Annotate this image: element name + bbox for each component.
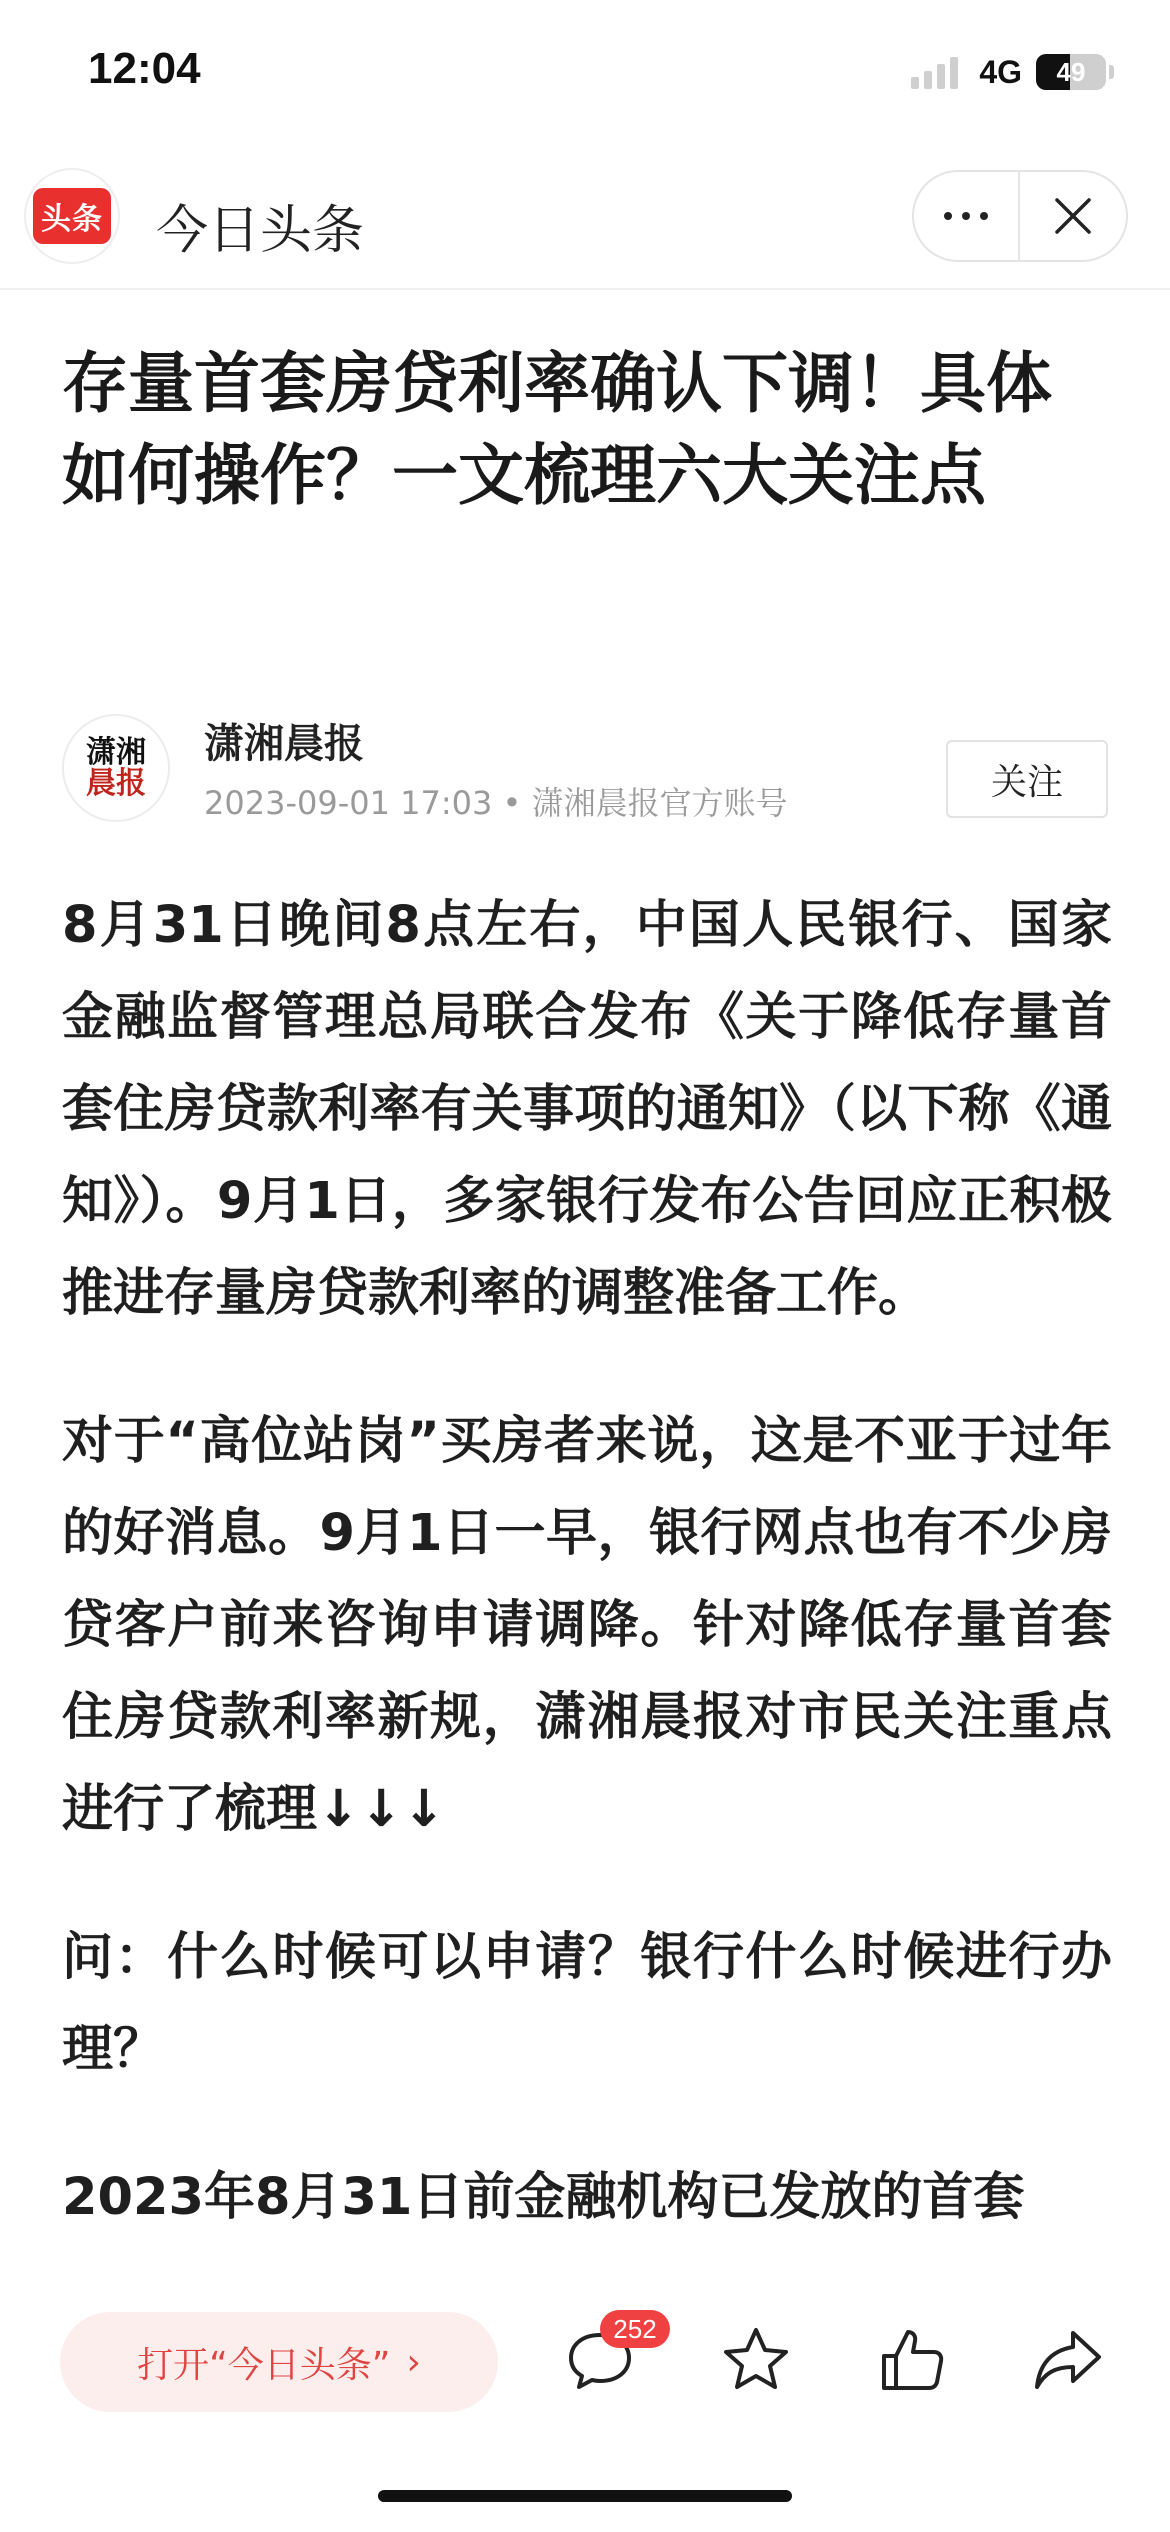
close-icon xyxy=(1053,196,1093,236)
more-dots-icon xyxy=(939,212,993,220)
app-logo[interactable] xyxy=(24,168,120,264)
share-arrow-icon xyxy=(1031,2323,1105,2397)
publish-meta: 2023-09-01 17:03 • 潇湘晨报官方账号 xyxy=(204,784,788,822)
comment-count-badge: 252 xyxy=(600,2310,670,2348)
open-app-label: 打开“今日头条” xyxy=(137,2344,391,2386)
header-actions xyxy=(912,170,1128,262)
share-button[interactable] xyxy=(1028,2320,1108,2400)
status-indicators xyxy=(911,50,1114,94)
app-name: 今日头条 xyxy=(156,201,365,261)
network-type: 4G xyxy=(979,53,1022,90)
avatar-text-top: 潇湘 xyxy=(86,734,146,770)
article-paragraph: 8月31日晚间8点左右，中国人民银行、国家金融监督管理总局联合发布《关于降低存量首套住房贷款利率有关事项的通知》（以下称《通知》）。9月1日，多家银行发布公告回应正积极推进存量房贷款利率的调整准备工作。 xyxy=(62,896,1112,1323)
signal-icon xyxy=(911,55,963,89)
battery-level: 49 xyxy=(1056,56,1086,87)
app-header xyxy=(0,150,1170,290)
close-button[interactable] xyxy=(1020,172,1126,260)
chevron-right-icon: › xyxy=(406,2341,421,2383)
more-button[interactable] xyxy=(914,172,1020,260)
author-row xyxy=(62,708,1108,828)
open-app-button[interactable] xyxy=(60,2312,498,2412)
bottom-action-bar xyxy=(0,2290,1170,2450)
article-paragraph: 对于“高位站岗”买房者来说，这是不亚于过年的好消息。9月1日一早，银行网点也有不少房贷客户前来咨询申请调降。针对降低存量首套住房贷款利率新规，潇湘晨报对市民关注重点进行了梳理↓↓↓ xyxy=(62,1412,1112,1839)
article-paragraph: 2023年8月31日前金融机构已发放的首套 xyxy=(62,2168,1025,2227)
battery-icon xyxy=(1036,54,1106,90)
thumbs-up-icon xyxy=(876,2324,948,2396)
home-indicator[interactable] xyxy=(378,2490,792,2502)
article-paragraph: 问：什么时候可以申请？银行什么时候进行办理？ xyxy=(62,1928,1112,2079)
author-name[interactable]: 潇湘晨报 xyxy=(204,721,364,767)
status-time: 12:04 xyxy=(88,44,201,93)
app-logo-text: 头条 xyxy=(33,188,111,244)
article-title: 存量首套房贷利率确认下调！具体如何操作？一文梳理六大关注点 xyxy=(62,345,1052,514)
favorite-button[interactable] xyxy=(716,2320,796,2400)
like-button[interactable] xyxy=(872,2320,952,2400)
battery-cap xyxy=(1109,65,1114,79)
follow-button[interactable]: 关注 xyxy=(946,740,1108,818)
status-bar xyxy=(0,0,1170,150)
avatar-text-bottom: 晨报 xyxy=(86,766,146,801)
article-body xyxy=(62,880,1112,2300)
avatar[interactable] xyxy=(62,714,170,822)
star-icon xyxy=(720,2324,792,2396)
